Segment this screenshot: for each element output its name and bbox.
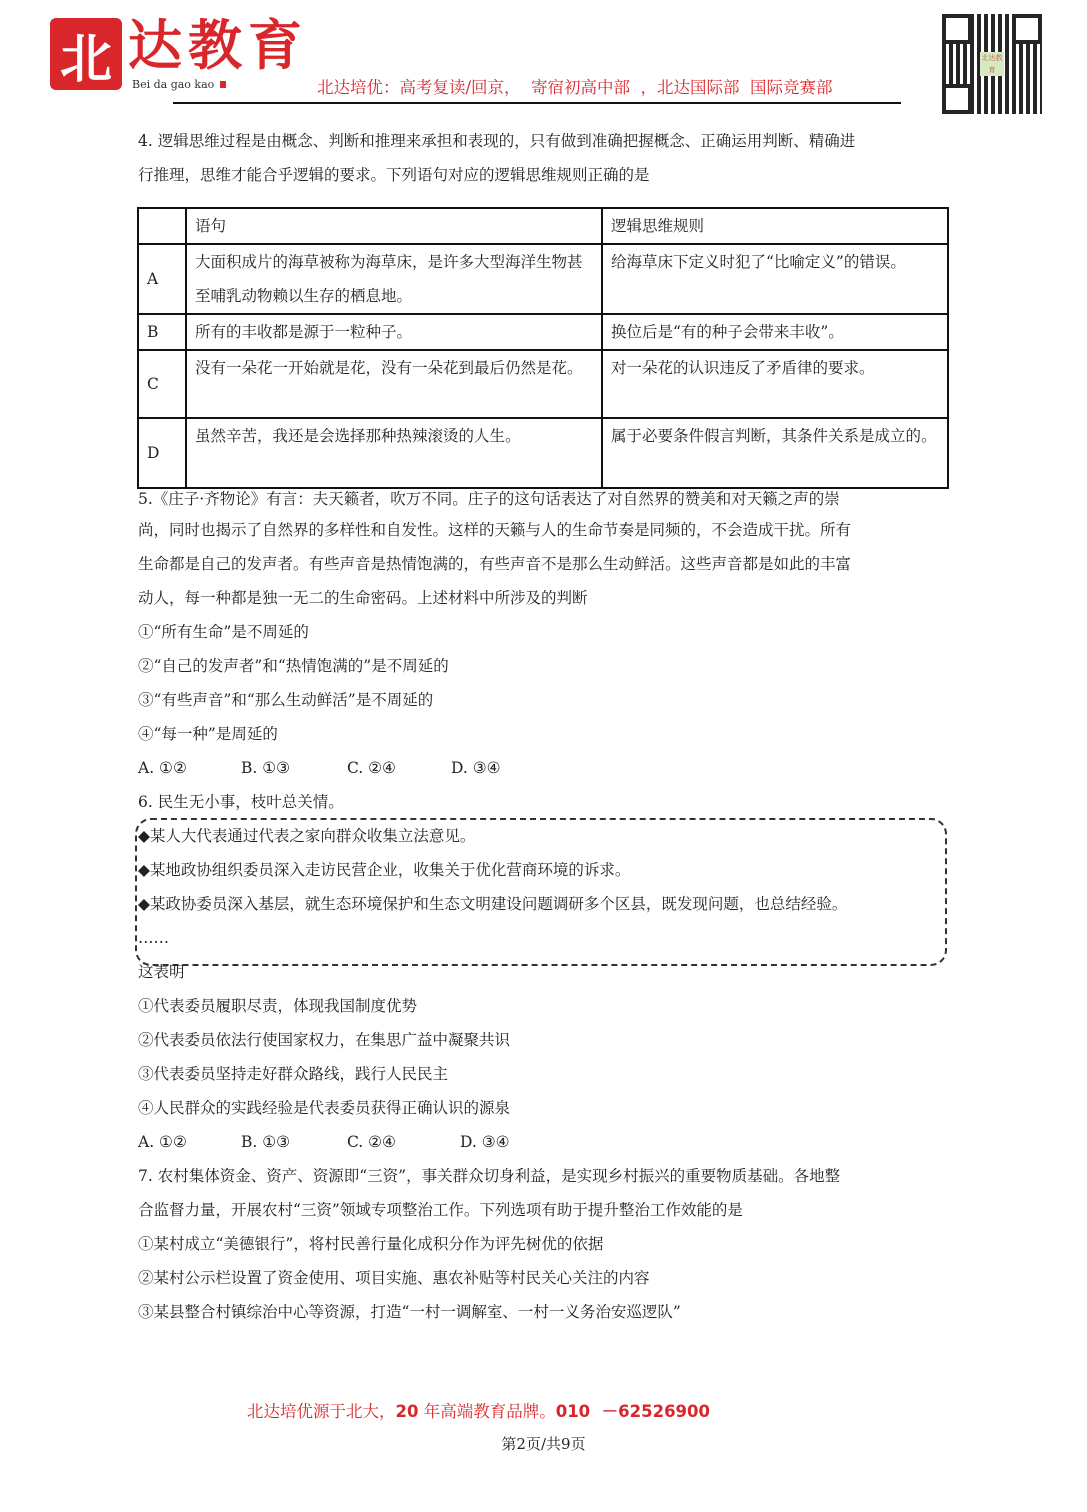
row-rule: 换位后是“有的种子会带来丰收”。 xyxy=(602,314,948,350)
table-header-row xyxy=(138,208,948,244)
q6-material: ◆某政协委员深入基层，就生态环境保护和生态文明建设问题调研多个区县，既发现问题，也总结经验。 xyxy=(138,895,848,913)
q5-option-a: A. ①② xyxy=(138,759,187,777)
row-label: A xyxy=(138,244,186,314)
q6-material: …… xyxy=(138,929,169,947)
q6-statement: ②代表委员依法行使国家权力，在集思广益中凝聚共识 xyxy=(138,1031,511,1049)
footer-years: 20 xyxy=(395,1402,419,1421)
q5-statement: ④“每一种”是周延的 xyxy=(138,725,278,743)
q7-line: 合监督力量，开展农村“三资”领域专项整治工作。下列选项有助于提升整治工作效能的是 xyxy=(138,1201,743,1219)
footer-ad xyxy=(247,1400,710,1424)
q4-table xyxy=(137,207,949,489)
logo-pinyin: Bei da gao kao xyxy=(132,78,215,91)
footer-text: 北达培优源于北大， xyxy=(247,1402,396,1421)
row-sentence: 没有一朵花一开始就是花，没有一朵花到最后仍然是花。 xyxy=(186,350,602,418)
red-square-icon xyxy=(220,81,226,88)
q6-intro: 6. 民生无小事，枝叶总关情。 xyxy=(138,793,344,811)
q5-statement: ②“自己的发声者”和“热情饱满的”是不周延的 xyxy=(138,657,449,675)
q7-statement: ③某县整合村镇综治中心等资源，打造“一村一调解室、一村一义务治安巡逻队” xyxy=(138,1303,681,1321)
q7-statement: ①某村成立“美德银行”，将村民善行量化成积分作为评先树优的依据 xyxy=(138,1235,604,1253)
table-row xyxy=(138,418,948,488)
q6-statement: ④人民群众的实践经验是代表委员获得正确认识的源泉 xyxy=(138,1099,511,1117)
table-row xyxy=(138,314,948,350)
q6-material: ◆某人大代表通过代表之家向群众收集立法意见。 xyxy=(138,827,476,845)
table-row xyxy=(138,350,948,418)
q6-option-c: C. ②④ xyxy=(347,1133,396,1151)
q5-line: 5.《庄子·齐物论》有言：夫天籁者，吹万不同。庄子的这句话表达了对自然界的赞美和对天籁之声的崇 xyxy=(138,490,840,508)
table-header xyxy=(138,208,186,244)
table-header: 语句 xyxy=(186,208,602,244)
q5-statement: ③“有些声音”和“那么生动鲜活”是不周延的 xyxy=(138,691,434,709)
qr-label: 北达教育 xyxy=(981,54,1003,74)
q5-statement: ①“所有生命”是不周延的 xyxy=(138,623,309,641)
header-divider xyxy=(173,102,901,104)
logo: 北 xyxy=(50,18,122,90)
row-label: B xyxy=(138,314,186,350)
q5-option-b: B. ①③ xyxy=(241,759,291,777)
q6-statement: ①代表委员履职尽责，体现我国制度优势 xyxy=(138,997,418,1015)
q6-line: 这表明 xyxy=(138,963,185,981)
row-sentence: 虽然辛苦，我还是会选择那种热辣滚烫的人生。 xyxy=(186,418,602,488)
q5-line: 动人，每一种都是独一无二的生命密码。上述材料中所涉及的判断 xyxy=(138,589,588,607)
q6-option-b: B. ①③ xyxy=(241,1133,291,1151)
table-header: 逻辑思维规则 xyxy=(602,208,948,244)
q5-line: 尚，同时也揭示了自然界的多样性和自发性。这样的天籁与人的生命节奏是同频的，不会造成干扰。所有 xyxy=(138,521,852,539)
q7-statement: ②某村公示栏设置了资金使用、项目实施、惠农补贴等村民关心关注的内容 xyxy=(138,1269,650,1287)
qr-code-icon xyxy=(942,14,1042,114)
q4-line: 4. 逻辑思维过程是由概念、判断和推理来承担和表现的，只有做到准确把握概念、正确运用判断、精确进 xyxy=(138,132,856,150)
footer-phone: 010 －62526900 xyxy=(555,1402,710,1421)
row-rule: 给海草床下定义时犯了“比喻定义”的错误。 xyxy=(602,244,948,314)
table-row xyxy=(138,244,948,314)
logo-subtitle xyxy=(132,78,226,92)
q4-line: 行推理，思维才能合乎逻辑的要求。下列语句对应的逻辑思维规则正确的是 xyxy=(138,166,650,184)
logo-text: 达教育 xyxy=(128,13,308,77)
q6-option-d: D. ③④ xyxy=(460,1133,510,1151)
q7-line: 7. 农村集体资金、资产、资源即“三资”，事关群众切身利益，是实现乡村振兴的重要物质基础。各地整 xyxy=(138,1167,841,1185)
row-rule: 属于必要条件假言判断，其条件关系是成立的。 xyxy=(602,418,948,488)
footer-text: 年高端教育品牌。 xyxy=(418,1402,556,1421)
q6-option-a: A. ①② xyxy=(138,1133,187,1151)
row-label: D xyxy=(138,418,186,488)
q5-option-d: D. ③④ xyxy=(451,759,501,777)
row-label: C xyxy=(138,350,186,418)
q6-material: ◆某地政协组织委员深入走访民营企业，收集关于优化营商环境的诉求。 xyxy=(138,861,631,879)
row-sentence: 大面积成片的海草被称为海草床，是许多大型海洋生物甚至哺乳动物赖以生存的栖息地。 xyxy=(186,244,602,314)
row-rule: 对一朵花的认识违反了矛盾律的要求。 xyxy=(602,350,948,418)
q6-statement: ③代表委员坚持走好群众路线，践行人民民主 xyxy=(138,1065,449,1083)
q5-option-c: C. ②④ xyxy=(347,759,396,777)
page-number: 第2页/共9页 xyxy=(501,1435,586,1453)
q5-line: 生命都是自己的发声者。有些声音是热情饱满的，有些声音不是那么生动鲜活。这些声音都是如此的丰富 xyxy=(138,555,852,573)
row-sentence: 所有的丰收都是源于一粒种子。 xyxy=(186,314,602,350)
header-slogan: 北达培优：高考复读/回京， 寄宿初高中部 ，北达国际部 国际竞赛部 xyxy=(317,78,833,97)
